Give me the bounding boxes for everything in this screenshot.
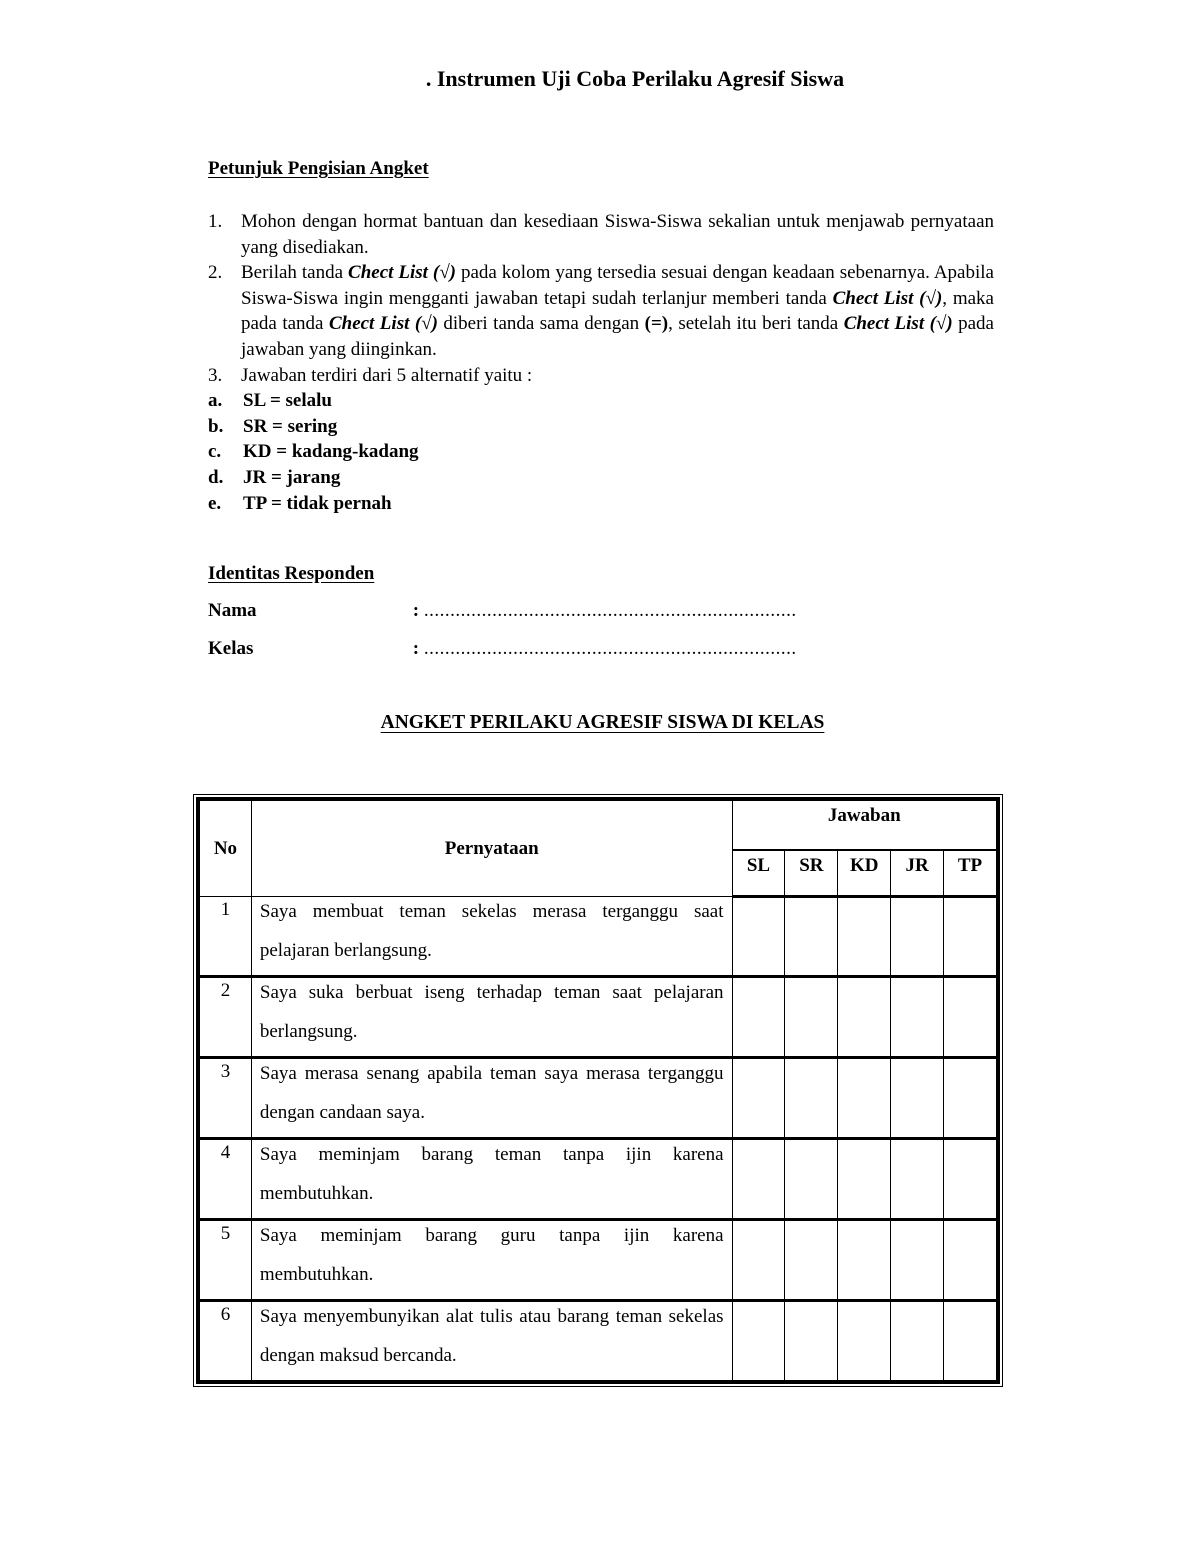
equals-sign: (=) — [644, 313, 669, 335]
answer-cell-jr[interactable] — [891, 1301, 944, 1383]
row-statement: Saya suka berbuat iseng terhadap teman saat pelajaran berlangsung. — [251, 977, 732, 1058]
instruction-item-2 — [208, 260, 994, 362]
answer-cell-sl[interactable] — [732, 1139, 785, 1220]
class-blank-line[interactable]: ....................................................................... — [423, 638, 797, 659]
answer-cell-jr[interactable] — [891, 977, 944, 1058]
table-row — [198, 897, 998, 977]
check-list-term: Chect List (√) — [328, 313, 438, 335]
row-number: 6 — [198, 1301, 251, 1383]
answer-cell-sr[interactable] — [785, 1220, 838, 1301]
class-label: Kelas — [208, 638, 254, 659]
row-number: 4 — [198, 1139, 251, 1220]
answer-cell-sl[interactable] — [732, 1220, 785, 1301]
answer-option-header: SR — [785, 850, 838, 897]
check-list-term: Chect List (√) — [843, 313, 953, 335]
answer-options-list — [208, 388, 994, 516]
answer-cell-tp[interactable] — [944, 977, 998, 1058]
row-statement: Saya meminjam barang teman tanpa ijin karena membutuhkan. — [251, 1139, 732, 1220]
answer-cell-sl[interactable] — [732, 1058, 785, 1139]
answer-cell-kd[interactable] — [838, 977, 891, 1058]
answer-cell-sr[interactable] — [785, 1139, 838, 1220]
answer-cell-sr[interactable] — [785, 1301, 838, 1383]
answer-option: b. SR = sering — [208, 415, 338, 437]
row-statement: Saya meminjam barang guru tanpa ijin karena membutuhkan. — [251, 1220, 732, 1301]
row-statement: Saya menyembunyikan alat tulis atau barang teman sekelas dengan maksud bercanda. — [251, 1301, 732, 1383]
answer-cell-kd[interactable] — [838, 1139, 891, 1220]
answer-cell-jr[interactable] — [891, 1139, 944, 1220]
answer-option-header: KD — [838, 850, 891, 897]
answer-cell-kd[interactable] — [838, 1058, 891, 1139]
answer-cell-sl[interactable] — [732, 977, 785, 1058]
instruction-text: Mohon dengan hormat bantuan dan kesediaan Siswa-Siswa sekalian untuk menjawab pernyataan yang disediakan. — [241, 211, 994, 258]
answer-cell-sl[interactable] — [732, 897, 785, 977]
class-field-row — [208, 638, 797, 660]
answer-cell-sr[interactable] — [785, 897, 838, 977]
instruction-number: 2. — [208, 262, 223, 284]
column-header-answer: Jawaban — [732, 799, 998, 850]
answer-cell-sr[interactable] — [785, 977, 838, 1058]
instruction-text: pada jawaban yang diinginkan. — [241, 313, 994, 360]
row-statement: Saya membuat teman sekelas merasa terganggu saat pelajaran berlangsung. — [251, 897, 732, 977]
answer-cell-tp[interactable] — [944, 1220, 998, 1301]
name-field-row — [208, 600, 797, 622]
answer-option: c. KD = kadang-kadang — [208, 441, 419, 463]
table-row — [198, 977, 998, 1058]
column-header-statement: Pernyataan — [251, 799, 732, 897]
instructions-heading: Petunjuk Pengisian Angket — [208, 158, 429, 179]
survey-table — [196, 797, 1000, 1384]
answer-cell-tp[interactable] — [944, 897, 998, 977]
row-number: 2 — [198, 977, 251, 1058]
document-title: . Instrumen Uji Coba Perilaku Agresif Siswa — [425, 66, 845, 91]
table-row — [198, 1301, 998, 1383]
answer-cell-kd[interactable] — [838, 897, 891, 977]
answer-cell-jr[interactable] — [891, 1220, 944, 1301]
instruction-number: 3. — [208, 364, 223, 386]
answer-cell-jr[interactable] — [891, 897, 944, 977]
answer-cell-tp[interactable] — [944, 1301, 998, 1383]
answer-cell-kd[interactable] — [838, 1301, 891, 1383]
instruction-text: , setelah itu beri tanda — [668, 313, 844, 335]
instruction-item-3 — [208, 363, 994, 517]
answer-option-header: TP — [944, 850, 998, 897]
answer-option-header: SL — [732, 850, 785, 897]
instruction-text: Berilah tanda — [241, 262, 349, 284]
row-number: 1 — [198, 897, 251, 977]
column-header-no: No — [198, 799, 251, 897]
row-number: 5 — [198, 1220, 251, 1301]
check-list-term: Chect List (√) — [348, 262, 456, 284]
answer-cell-tp[interactable] — [944, 1139, 998, 1220]
colon: : — [412, 638, 420, 659]
identity-heading: Identitas Responden — [208, 563, 375, 584]
table-row — [198, 1139, 998, 1220]
instruction-text: Jawaban terdiri dari 5 alternatif yaitu : — [241, 364, 533, 386]
instruction-number: 1. — [208, 211, 223, 232]
answer-cell-kd[interactable] — [838, 1220, 891, 1301]
answer-option: d. JR = jarang — [208, 466, 341, 488]
answer-option-header: JR — [891, 850, 944, 897]
instruction-text: , maka pada tanda — [241, 287, 994, 335]
answer-cell-jr[interactable] — [891, 1058, 944, 1139]
answer-option: e. TP = tidak pernah — [208, 492, 392, 514]
instruction-text: diberi tanda sama dengan — [437, 313, 645, 335]
row-number: 3 — [198, 1058, 251, 1139]
table-row — [198, 1220, 998, 1301]
answer-cell-sr[interactable] — [785, 1058, 838, 1139]
answer-option: a. SL = selalu — [208, 390, 332, 412]
name-blank-line[interactable]: ....................................................................... — [423, 600, 797, 621]
answer-cell-sl[interactable] — [732, 1301, 785, 1383]
row-statement: Saya merasa senang apabila teman saya merasa terganggu dengan candaan saya. — [251, 1058, 732, 1139]
instruction-item-1 — [208, 209, 994, 260]
answer-cell-tp[interactable] — [944, 1058, 998, 1139]
survey-title: ANGKET PERILAKU AGRESIF SISWA DI KELAS — [380, 712, 825, 733]
instruction-text: pada kolom yang tersedia sesuai dengan keadaan sebenarnya. Apabila Siswa-Siswa ingin mengganti jawaban tetapi sudah terlanjur memberi tanda — [241, 262, 994, 309]
check-list-term: Chect List (√) — [832, 287, 943, 309]
table-row — [198, 1058, 998, 1139]
colon: : — [412, 600, 420, 621]
name-label: Nama — [208, 600, 257, 621]
instructions-list — [208, 209, 994, 516]
